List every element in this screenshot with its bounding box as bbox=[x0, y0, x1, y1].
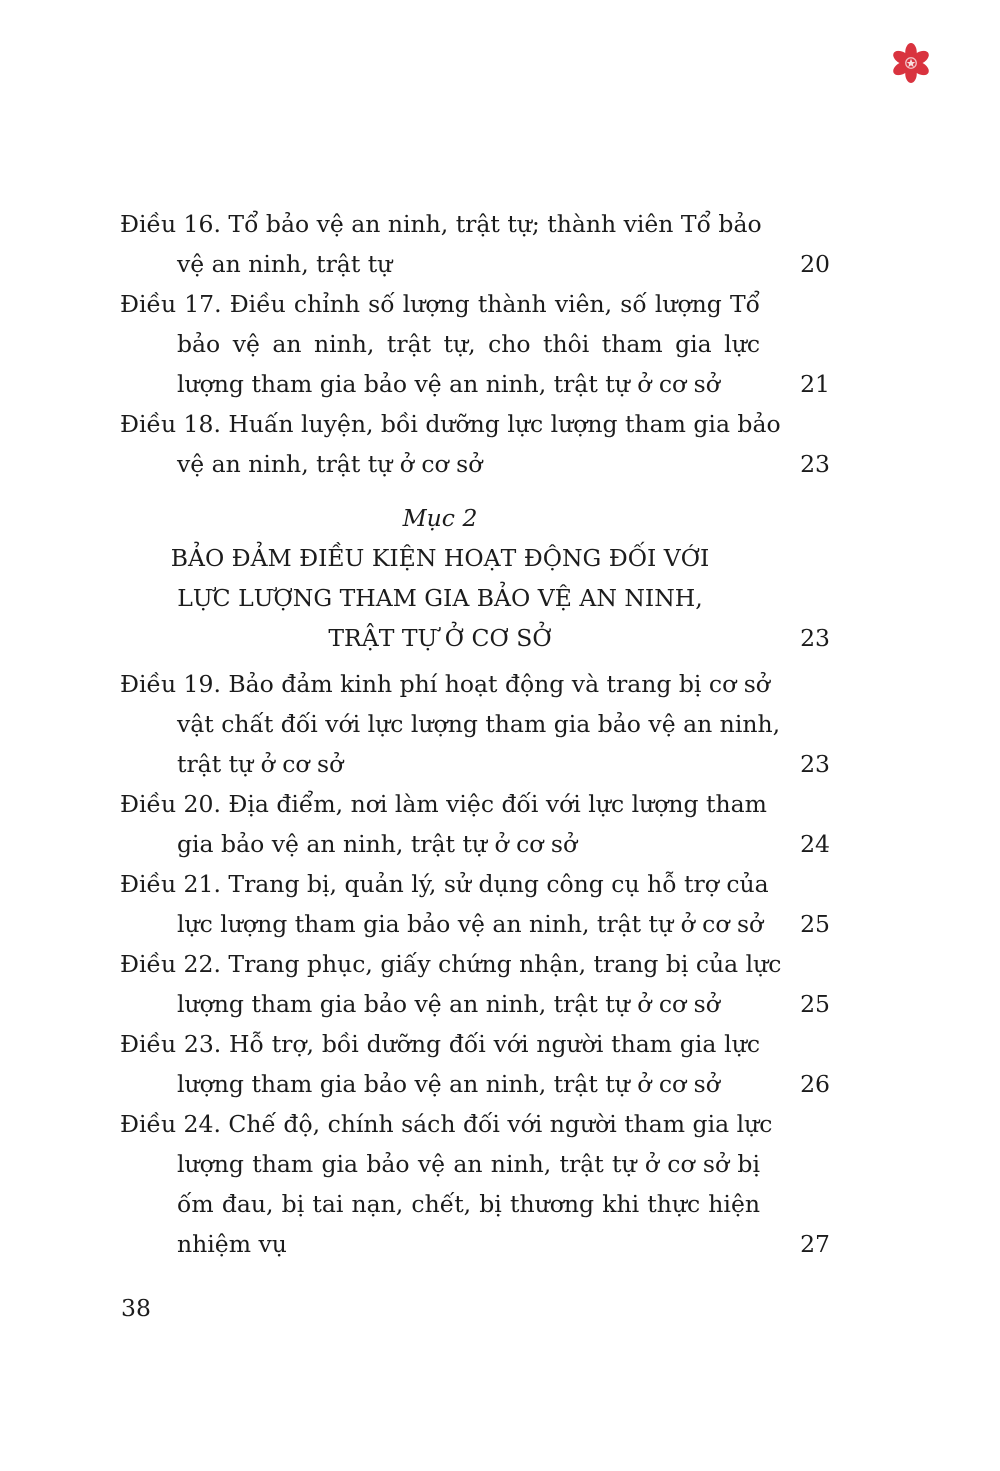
toc-entry-line bbox=[120, 1184, 830, 1224]
page-reference: 23 bbox=[800, 624, 830, 652]
toc-entry-continuation: ốm đau, bị tai nạn, chết, bị thương khi thực hiện bbox=[177, 1190, 760, 1218]
toc-entry-line bbox=[120, 704, 830, 744]
section-label: Mục 2 bbox=[402, 504, 478, 532]
toc-entry-continuation: lượng tham gia bảo vệ an ninh, trật tự ở cơ sở bbox=[177, 990, 720, 1018]
toc-entry-line bbox=[120, 1144, 830, 1184]
toc-entry-line bbox=[120, 944, 830, 984]
toc-entry-continuation: vật chất đối với lực lượng tham gia bảo vệ an ninh, bbox=[177, 710, 781, 738]
toc-entry-line bbox=[120, 324, 830, 364]
page-number: 38 bbox=[121, 1294, 151, 1322]
toc-entry-title: Điều 21. Trang bị, quản lý, sử dụng công cụ hỗ trợ của bbox=[120, 870, 769, 898]
toc-entry-line bbox=[120, 664, 830, 704]
page-reference: 20 bbox=[800, 250, 830, 278]
toc-entry-line bbox=[120, 364, 830, 404]
section-title: BẢO ĐẢM ĐIỀU KIỆN HOẠT ĐỘNG ĐỐI VỚI bbox=[170, 544, 710, 572]
section-title-line bbox=[120, 578, 830, 618]
toc-entry-line bbox=[120, 1064, 830, 1104]
table-of-contents bbox=[120, 204, 830, 1264]
toc-entry-line bbox=[120, 1104, 830, 1144]
toc-entry-line bbox=[120, 444, 830, 484]
toc-entry-line bbox=[120, 1024, 830, 1064]
page-reference: 25 bbox=[800, 990, 830, 1018]
page-reference: 25 bbox=[800, 910, 830, 938]
section-title-line bbox=[120, 538, 830, 578]
toc-entry-line bbox=[120, 404, 830, 444]
toc-entry-title: Điều 20. Địa điểm, nơi làm việc đối với lực lượng tham bbox=[120, 790, 767, 818]
toc-entry-continuation: vệ an ninh, trật tự bbox=[177, 250, 393, 278]
toc-entry-continuation: lượng tham gia bảo vệ an ninh, trật tự ở cơ sở bị bbox=[177, 1150, 760, 1178]
toc-entry-continuation: lượng tham gia bảo vệ an ninh, trật tự ở cơ sở bbox=[177, 370, 720, 398]
toc-entry-continuation: lực lượng tham gia bảo vệ an ninh, trật tự ở cơ sở bbox=[177, 910, 764, 938]
toc-entry-continuation: nhiệm vụ bbox=[177, 1230, 287, 1258]
page-reference: 21 bbox=[800, 370, 830, 398]
toc-entry-line bbox=[120, 204, 830, 244]
toc-entries-after-section bbox=[120, 664, 830, 1264]
section-title: TRẬT TỰ Ở CƠ SỞ bbox=[328, 624, 552, 652]
section-title-line bbox=[120, 618, 830, 658]
flower-emblem-icon bbox=[890, 42, 932, 84]
toc-entry-title: Điều 17. Điều chỉnh số lượng thành viên, số lượng Tổ bbox=[120, 290, 760, 318]
section-title: LỰC LƯỢNG THAM GIA BẢO VỆ AN NINH, bbox=[177, 584, 703, 612]
section-label-line bbox=[120, 498, 830, 538]
toc-entry-line bbox=[120, 904, 830, 944]
toc-entries-before-section bbox=[120, 204, 830, 484]
toc-entry-title: Điều 23. Hỗ trợ, bồi dưỡng đối với người tham gia lực bbox=[120, 1030, 760, 1058]
toc-entry-title: Điều 18. Huấn luyện, bồi dưỡng lực lượng tham gia bảo bbox=[120, 410, 781, 438]
toc-entry-line bbox=[120, 1224, 830, 1264]
toc-entry-title: Điều 16. Tổ bảo vệ an ninh, trật tự; thành viên Tổ bảo bbox=[120, 210, 762, 238]
page-reference: 23 bbox=[800, 450, 830, 478]
toc-entry-line bbox=[120, 984, 830, 1024]
toc-entry-continuation: vệ an ninh, trật tự ở cơ sở bbox=[177, 450, 483, 478]
toc-entry-continuation: bảo vệ an ninh, trật tự, cho thôi tham gia lực bbox=[177, 330, 760, 358]
toc-entry-line bbox=[120, 784, 830, 824]
toc-entry-line bbox=[120, 824, 830, 864]
page-reference: 26 bbox=[800, 1070, 830, 1098]
toc-entry-line bbox=[120, 744, 830, 784]
toc-entry-continuation: trật tự ở cơ sở bbox=[177, 750, 344, 778]
toc-entry-continuation: gia bảo vệ an ninh, trật tự ở cơ sở bbox=[177, 830, 578, 858]
toc-entry-line bbox=[120, 284, 830, 324]
toc-entry-title: Điều 24. Chế độ, chính sách đối với người tham gia lực bbox=[120, 1110, 773, 1138]
page-reference: 27 bbox=[800, 1230, 830, 1258]
page-reference: 24 bbox=[800, 830, 830, 858]
toc-entry-continuation: lượng tham gia bảo vệ an ninh, trật tự ở cơ sở bbox=[177, 1070, 720, 1098]
page-reference: 23 bbox=[800, 750, 830, 778]
toc-entry-title: Điều 19. Bảo đảm kinh phí hoạt động và trang bị cơ sở bbox=[120, 670, 770, 698]
toc-entry-line bbox=[120, 864, 830, 904]
toc-entry-title: Điều 22. Trang phục, giấy chứng nhận, trang bị của lực bbox=[120, 950, 782, 978]
toc-entry-line bbox=[120, 244, 830, 284]
